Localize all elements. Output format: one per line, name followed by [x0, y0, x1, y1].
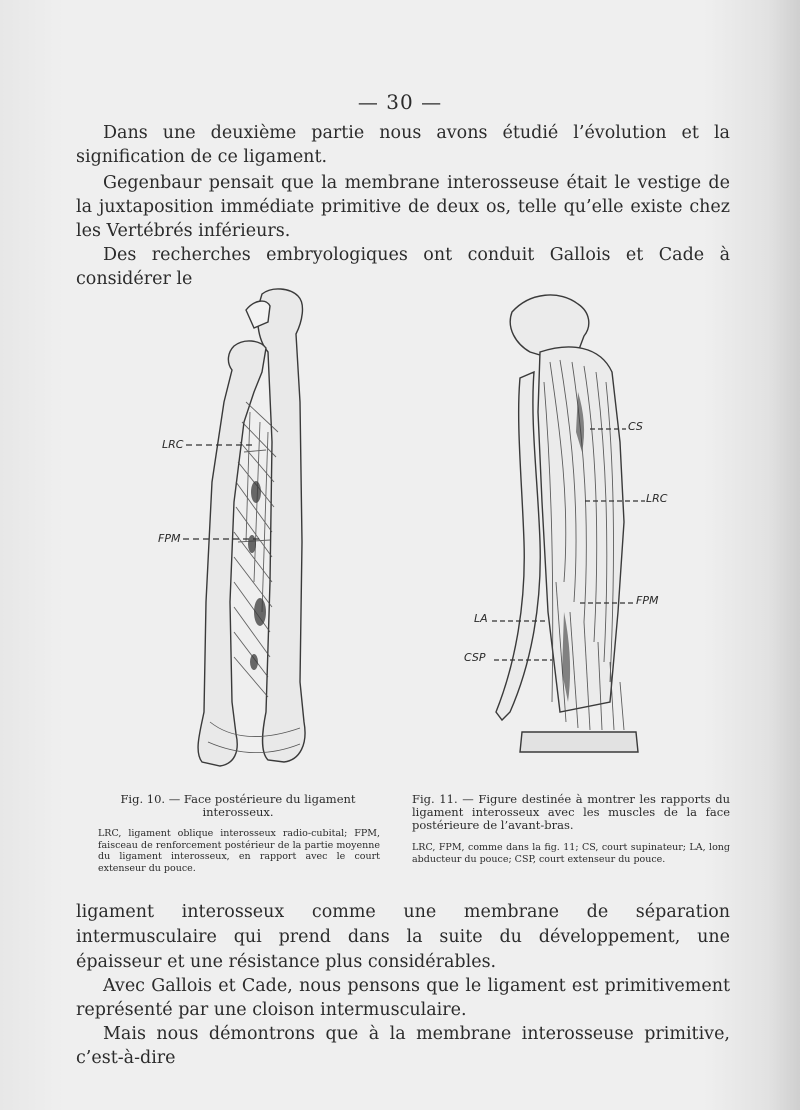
- figure-11-caption-title: Fig. 11. — Figure destinée à montrer les rapports du ligament interosseux avec les muscles de la face postérieure de l’avant-bras.: [412, 792, 730, 832]
- figure-10-leader-fpm: [183, 537, 261, 541]
- figure-11-caption-body: LRC, FPM, comme dans la fig. 11; CS, court supinateur; LA, long abducteur du pouce; CSP, court extenseur du pouce.: [412, 842, 730, 865]
- figure-11-leader-lrc: [585, 499, 645, 503]
- figure-11-label-fpm: FPM: [636, 594, 659, 607]
- figure-11-leader-cs: [590, 427, 626, 431]
- figure-11-leader-csp: [494, 658, 552, 662]
- figure-10-caption-title: Fig. 10. — Face postérieure du ligament interosseux.: [120, 792, 356, 819]
- paragraph-2: Gegenbaur pensait que la membrane interosseuse était le vestige de la juxtaposition immédiate primitive de deux os, telle qu’elle existe chez les Vertébrés inférieurs.: [76, 173, 730, 241]
- paragraph-5: Avec Gallois et Cade, nous pensons que le ligament est primitivement représenté par une cloison intermusculaire.: [76, 976, 730, 1020]
- paragraph-6: Mais nous démontrons que à la membrane interosseuse primitive, c’est-à-dire: [76, 1024, 730, 1068]
- paragraph-1: Dans une deuxième partie nous avons étudié l’évolution et la signification de ce ligament.: [76, 123, 730, 167]
- figure-11-label-lrc: LRC: [646, 492, 668, 505]
- figure-11-leader-fpm: [580, 601, 634, 605]
- figure-11-label-csp: CSP: [464, 651, 486, 664]
- figure-11-illustration: [460, 282, 700, 772]
- paragraph-4: ligament interosseux comme une membrane de séparation intermusculaire qui prend dans la suite du développement, une épaisseur et une résistance plus considérables.: [76, 902, 730, 972]
- figure-11-label-cs: CS: [628, 420, 643, 433]
- figure-10-caption-body: LRC, ligament oblique interosseux radio-cubital; FPM, faisceau de renforcement postérieur de la partie moyenne du ligament interosseux, en rapport avec le court extenseur du pouce.: [98, 828, 380, 874]
- figure-11-leader-la: [492, 619, 548, 623]
- figure-10-leader-lrc: [186, 443, 256, 447]
- figure-10-label-fpm: FPM: [158, 532, 181, 545]
- figure-10-illustration: [150, 282, 350, 782]
- page-number: — 30 —: [357, 90, 443, 114]
- figure-11-drawing: [460, 282, 700, 772]
- paragraph-3: Des recherches embryologiques ont conduit Gallois et Cade à considérer le: [76, 245, 730, 289]
- figure-11-label-la: LA: [474, 612, 488, 625]
- figure-10-label-lrc: LRC: [162, 438, 184, 451]
